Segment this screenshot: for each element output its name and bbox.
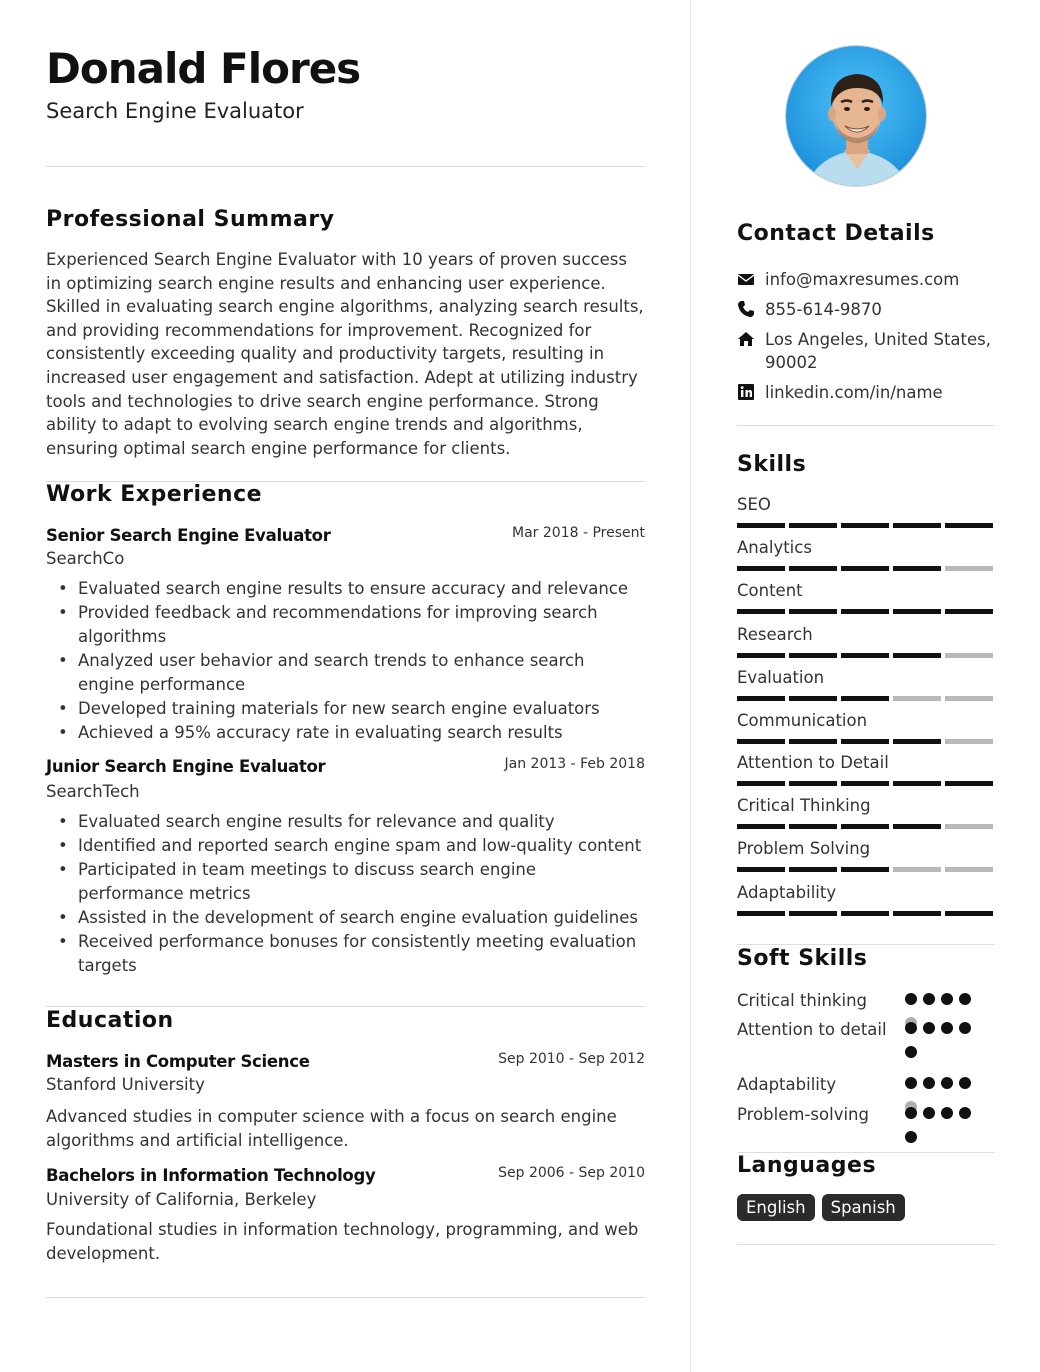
rating-dot — [905, 1022, 917, 1034]
rating-dot — [923, 1022, 935, 1034]
skill-bar-segment — [945, 696, 993, 701]
skill-bar-segment — [737, 781, 785, 786]
rating-dot — [941, 993, 953, 1005]
rating-dot — [905, 1131, 917, 1143]
summary-heading: Professional Summary — [46, 207, 335, 232]
phone-icon — [737, 300, 755, 318]
email-link[interactable]: info@maxresumes.com — [765, 270, 960, 289]
experience-divider — [46, 1006, 645, 1007]
skill-bar-segment — [789, 566, 837, 571]
skill-bar-segment — [737, 653, 785, 658]
rating-dot — [923, 1077, 935, 1089]
skill-label: Critical Thinking — [737, 796, 871, 815]
rating-dot — [941, 1022, 953, 1034]
rating-dot — [959, 993, 971, 1005]
rating-dot — [923, 1107, 935, 1119]
skill-bar — [737, 739, 993, 744]
skill-bar-segment — [841, 867, 889, 872]
skill-bar — [737, 867, 993, 872]
list-item: • Achieved a 95% accuracy rate in evaluating search results — [78, 721, 645, 745]
skill-bar-segment — [945, 911, 993, 916]
rating-dot — [959, 1077, 971, 1089]
rating-dot — [905, 1046, 917, 1058]
skill-bar-segment — [945, 867, 993, 872]
language-tags — [737, 1194, 905, 1221]
soft-skill-label: Critical thinking — [737, 991, 867, 1010]
skill-label: Adaptability — [737, 883, 837, 902]
footer-divider — [46, 1297, 645, 1298]
skill-bar-segment — [841, 781, 889, 786]
skill-label: Content — [737, 581, 803, 600]
skill-bar-segment — [841, 824, 889, 829]
skill-bar-segment — [789, 696, 837, 701]
home-icon — [737, 330, 755, 348]
contact-address — [737, 328, 995, 376]
skill-bar-segment — [945, 523, 993, 528]
skill-bar-segment — [789, 609, 837, 614]
skill-bar-segment — [737, 523, 785, 528]
soft-skills-heading: Soft Skills — [737, 946, 868, 971]
contact-linkedin — [737, 381, 995, 405]
edu-degree: Bachelors in Information Technology — [46, 1166, 376, 1185]
skill-bar-segment — [737, 867, 785, 872]
skill-bar-segment — [841, 739, 889, 744]
avatar-photo — [786, 46, 927, 187]
edu-dates: Sep 2006 - Sep 2010 — [498, 1165, 645, 1181]
skill-bar-segment — [841, 566, 889, 571]
skill-bar-segment — [893, 523, 941, 528]
skill-bar — [737, 609, 993, 614]
skill-bar — [737, 566, 993, 571]
list-item: • Provided feedback and recommendations for improving search algorithms — [78, 601, 645, 648]
linkedin-link[interactable]: linkedin.com/in/name — [765, 383, 943, 402]
job-dates: Mar 2018 - Present — [512, 525, 645, 541]
contact-heading: Contact Details — [737, 221, 935, 246]
skill-bar-segment — [789, 781, 837, 786]
skill-label: Communication — [737, 711, 868, 730]
skill-bar-segment — [945, 781, 993, 786]
candidate-name: Donald Flores — [46, 44, 361, 93]
skill-bar-segment — [789, 523, 837, 528]
edu-school: Stanford University — [46, 1075, 205, 1094]
skill-bar-segment — [789, 824, 837, 829]
skill-bar-segment — [945, 824, 993, 829]
language-tag: English — [737, 1194, 815, 1221]
skill-bar-segment — [737, 566, 785, 571]
job-dates: Jan 2013 - Feb 2018 — [504, 756, 645, 772]
skill-bar-segment — [945, 653, 993, 658]
summary-text: Experienced Search Engine Evaluator with 10 years of proven success in optimizing search engine results and enhancing user experience. Skilled in evaluating search engine algorithms, analyzing search results, and providing recommendations for improvement. Recognized for consistently exceeding quality and productivity targets, resulting in increased user engagement and satisfaction. Adept at utilizing industry tools and technologies to drive search engine performance. Strong ability to adapt to evolving search engine trends and algorithms, ensuring optimal search engine performance for clients. — [46, 250, 644, 458]
soft-skill-label: Attention to detail — [737, 1020, 887, 1039]
rating-dot — [941, 1107, 953, 1119]
skill-bar-segment — [945, 739, 993, 744]
column-divider — [690, 0, 691, 1372]
skill-bar — [737, 523, 993, 528]
candidate-title: Search Engine Evaluator — [46, 99, 304, 123]
language-tag: Spanish — [822, 1194, 905, 1221]
skill-bar-segment — [893, 781, 941, 786]
rating-dot — [905, 993, 917, 1005]
soft-skill-label: Problem-solving — [737, 1105, 869, 1124]
skill-bar-segment — [841, 609, 889, 614]
list-item: • Received performance bonuses for consistently meeting evaluation targets — [78, 930, 645, 977]
contact-email — [737, 268, 995, 292]
skill-bar-segment — [737, 739, 785, 744]
header-divider — [46, 166, 645, 167]
skill-bar-segment — [893, 911, 941, 916]
job-company: SearchCo — [46, 549, 125, 568]
skill-bar — [737, 911, 993, 916]
job-role: Junior Search Engine Evaluator — [46, 757, 326, 776]
languages-heading: Languages — [737, 1153, 877, 1178]
list-item: • Analyzed user behavior and search trends to enhance search engine performance — [78, 649, 645, 696]
skill-bar-segment — [789, 911, 837, 916]
job-role: Senior Search Engine Evaluator — [46, 526, 331, 545]
soft-skill-rating — [905, 1022, 985, 1062]
skill-bar-segment — [893, 609, 941, 614]
linkedin-icon — [737, 383, 755, 401]
envelope-icon — [737, 270, 755, 288]
education-heading: Education — [46, 1008, 174, 1033]
skill-bar — [737, 653, 993, 658]
skill-bar-segment — [893, 566, 941, 571]
skill-bar-segment — [893, 653, 941, 658]
experience-heading: Work Experience — [46, 482, 263, 507]
address-text: Los Angeles, United States, 90002 — [765, 330, 992, 372]
skill-bar-segment — [945, 609, 993, 614]
skill-bar-segment — [789, 653, 837, 658]
list-item: • Assisted in the development of search engine evaluation guidelines — [78, 906, 645, 930]
skill-bar — [737, 696, 993, 701]
list-item: • Evaluated search engine results to ensure accuracy and relevance — [78, 577, 645, 601]
edu-degree: Masters in Computer Science — [46, 1052, 310, 1071]
list-item: • Participated in team meetings to discuss search engine performance metrics — [78, 858, 645, 905]
languages-divider — [737, 1244, 995, 1245]
contact-phone — [737, 298, 995, 322]
skill-label: Analytics — [737, 538, 812, 557]
list-item: • Identified and reported search engine spam and low-quality content — [78, 834, 645, 858]
skills-heading: Skills — [737, 452, 807, 477]
skill-bar — [737, 781, 993, 786]
avatar — [785, 45, 927, 187]
skills-divider — [737, 944, 995, 945]
skill-bar-segment — [737, 824, 785, 829]
skill-bar-segment — [737, 609, 785, 614]
skill-bar-segment — [893, 739, 941, 744]
skill-label: Problem Solving — [737, 839, 871, 858]
skill-label: Research — [737, 625, 813, 644]
list-item: • Evaluated search engine results for relevance and quality — [78, 810, 645, 834]
edu-description: Advanced studies in computer science with a focus on search engine algorithms and artificial intelligence. — [46, 1107, 617, 1150]
skill-bar-segment — [841, 523, 889, 528]
soft-skill-rating — [905, 1107, 985, 1147]
skill-label: Evaluation — [737, 668, 825, 687]
skill-bar-segment — [841, 696, 889, 701]
skill-bar-segment — [841, 911, 889, 916]
skill-bar-segment — [893, 824, 941, 829]
skill-bar-segment — [737, 911, 785, 916]
contact-divider — [737, 425, 995, 426]
phone-text: 855-614-9870 — [765, 300, 882, 319]
skill-bar-segment — [789, 739, 837, 744]
job-company: SearchTech — [46, 782, 140, 801]
rating-dot — [941, 1077, 953, 1089]
job-bullets — [78, 810, 645, 978]
skill-label: Attention to Detail — [737, 753, 889, 772]
rating-dot — [905, 1077, 917, 1089]
edu-description: Foundational studies in information technology, programming, and web development. — [46, 1220, 639, 1263]
skill-bar-segment — [893, 696, 941, 701]
soft-skill-label: Adaptability — [737, 1075, 837, 1094]
skill-bar-segment — [945, 566, 993, 571]
skill-bar-segment — [841, 653, 889, 658]
skill-bar — [737, 824, 993, 829]
rating-dot — [905, 1107, 917, 1119]
skill-bar-segment — [893, 867, 941, 872]
list-item: • Developed training materials for new search engine evaluators — [78, 697, 645, 721]
skill-bar-segment — [789, 867, 837, 872]
skill-bar-segment — [737, 696, 785, 701]
skill-label: SEO — [737, 495, 771, 514]
edu-dates: Sep 2010 - Sep 2012 — [498, 1051, 645, 1067]
rating-dot — [959, 1107, 971, 1119]
rating-dot — [923, 993, 935, 1005]
edu-school: University of California, Berkeley — [46, 1190, 317, 1209]
job-bullets — [78, 577, 645, 745]
rating-dot — [959, 1022, 971, 1034]
